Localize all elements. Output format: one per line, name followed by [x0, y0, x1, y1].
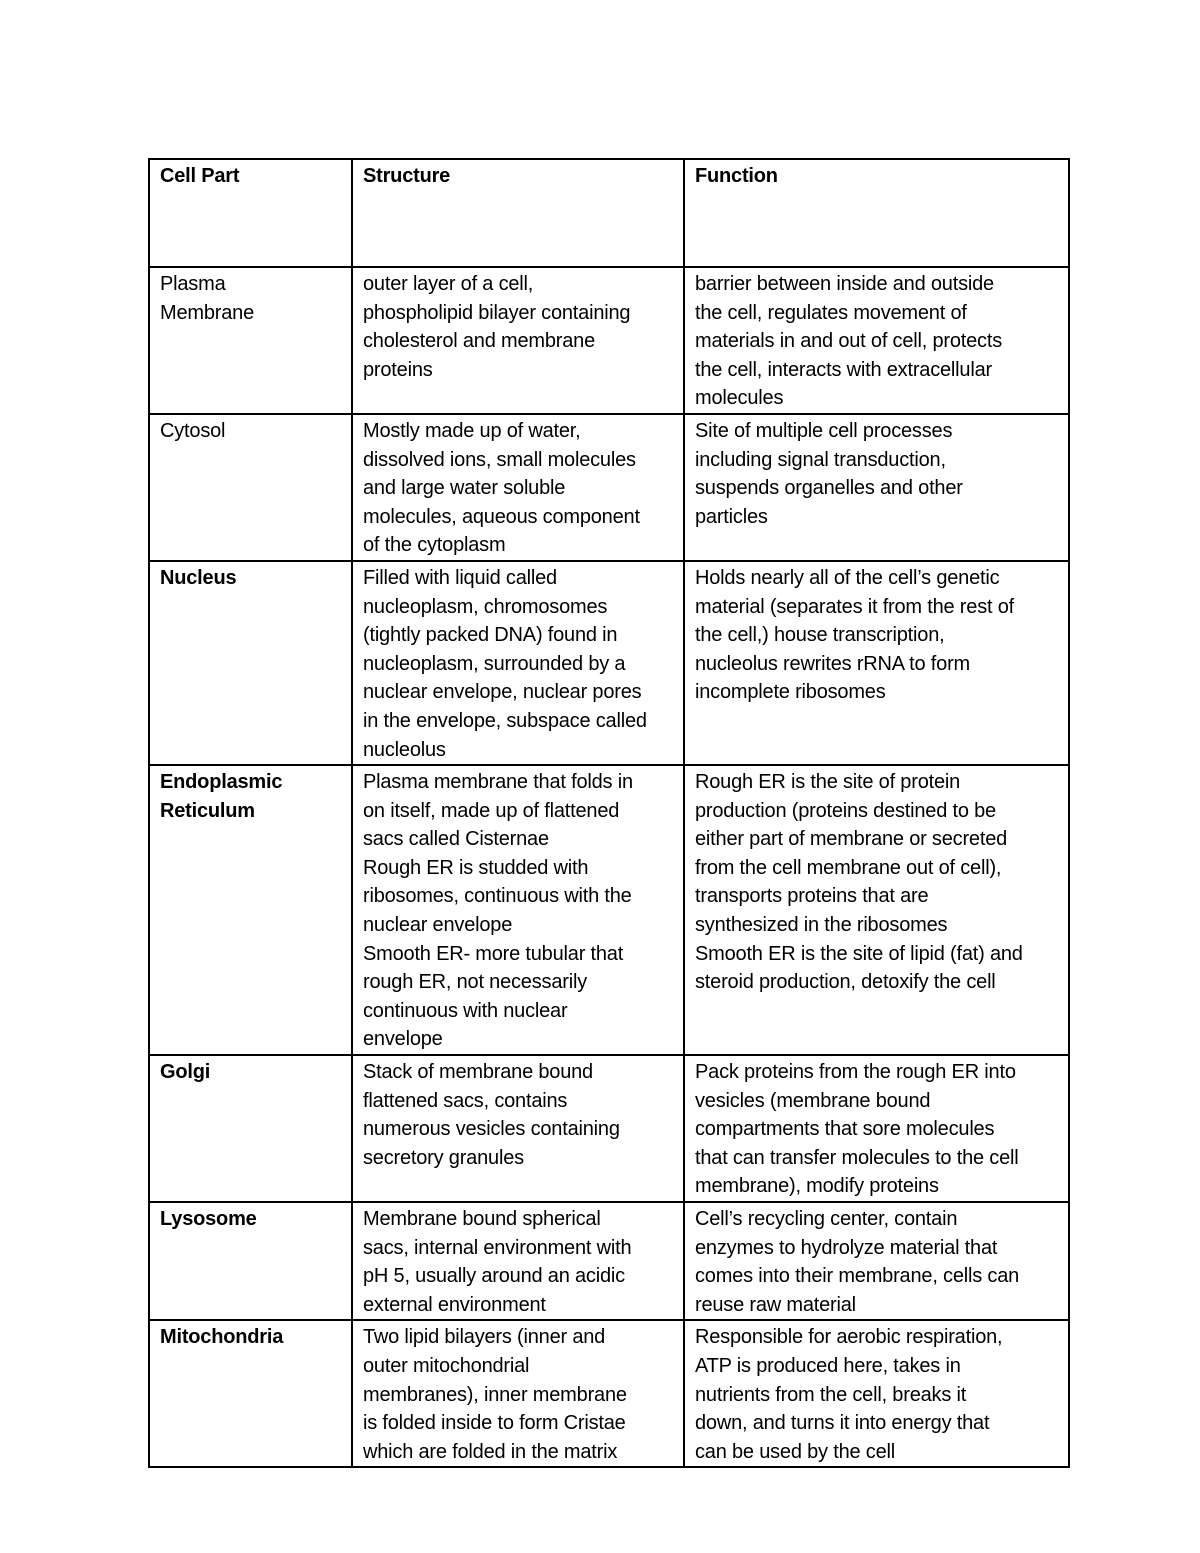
table-row [149, 414, 1069, 561]
structure-text: Plasma membrane that folds in on itself, made up of flattened sacs called Cisternae Rough ER is studded with ribosomes, continuous with the nuclear envelope Smooth ER- more tubular that rough ER, not necessarily continuous with nuclear envelope [352, 765, 684, 1055]
structure-text: Two lipid bilayers (inner and outer mitochondrial membranes), inner membrane is folded inside to form Cristae which are folded in the matrix [352, 1320, 684, 1467]
table-row [149, 267, 1069, 414]
function-text: Rough ER is the site of protein production (proteins destined to be either part of membrane or secreted from the cell membrane out of cell), transports proteins that are synthesized in the ribosomes Smooth ER is the site of lipid (fat) and steroid production, detoxify the cell [684, 765, 1069, 1055]
function-text: Holds nearly all of the cell’s genetic material (separates it from the rest of the cell,) house transcription, nucleolus rewrites rRNA to form incomplete ribosomes [684, 561, 1069, 765]
structure-text: Stack of membrane bound flattened sacs, contains numerous vesicles containing secretory granules [352, 1055, 684, 1202]
structure-text: Mostly made up of water, dissolved ions, small molecules and large water soluble molecules, aqueous component of the cytoplasm [352, 414, 684, 561]
table-body [149, 267, 1069, 1467]
structure-text: outer layer of a cell, phospholipid bilayer containing cholesterol and membrane proteins [352, 267, 684, 414]
function-text: Pack proteins from the rough ER into vesicles (membrane bound compartments that sore molecules that can transfer molecules to the cell membrane), modify proteins [684, 1055, 1069, 1202]
table-row [149, 561, 1069, 765]
table-header-row [149, 159, 1069, 267]
cell-part-name: Plasma Membrane [149, 267, 352, 414]
cell-part-name: Cytosol [149, 414, 352, 561]
function-text: Cell’s recycling center, contain enzymes to hydrolyze material that comes into their membrane, cells can reuse raw material [684, 1202, 1069, 1320]
table-row [149, 1202, 1069, 1320]
table-row [149, 1320, 1069, 1467]
function-text: Responsible for aerobic respiration, ATP is produced here, takes in nutrients from the cell, breaks it down, and turns it into energy that can be used by the cell [684, 1320, 1069, 1467]
cell-parts-table [148, 158, 1070, 1468]
cell-part-name: Lysosome [149, 1202, 352, 1320]
header-function: Function [684, 159, 1069, 267]
table-row [149, 1055, 1069, 1202]
structure-text: Filled with liquid called nucleoplasm, chromosomes (tightly packed DNA) found in nucleoplasm, surrounded by a nuclear envelope, nuclear pores in the envelope, subspace called nucleolus [352, 561, 684, 765]
cell-part-name: Mitochondria [149, 1320, 352, 1467]
header-cell-part: Cell Part [149, 159, 352, 267]
header-structure: Structure [352, 159, 684, 267]
function-text: Site of multiple cell processes including signal transduction, suspends organelles and other particles [684, 414, 1069, 561]
structure-text: Membrane bound spherical sacs, internal environment with pH 5, usually around an acidic external environment [352, 1202, 684, 1320]
cell-part-name: Endoplasmic Reticulum [149, 765, 352, 1055]
cell-part-name: Nucleus [149, 561, 352, 765]
cell-part-name: Golgi [149, 1055, 352, 1202]
table-row [149, 765, 1069, 1055]
function-text: barrier between inside and outside the cell, regulates movement of materials in and out of cell, protects the cell, interacts with extracellular molecules [684, 267, 1069, 414]
